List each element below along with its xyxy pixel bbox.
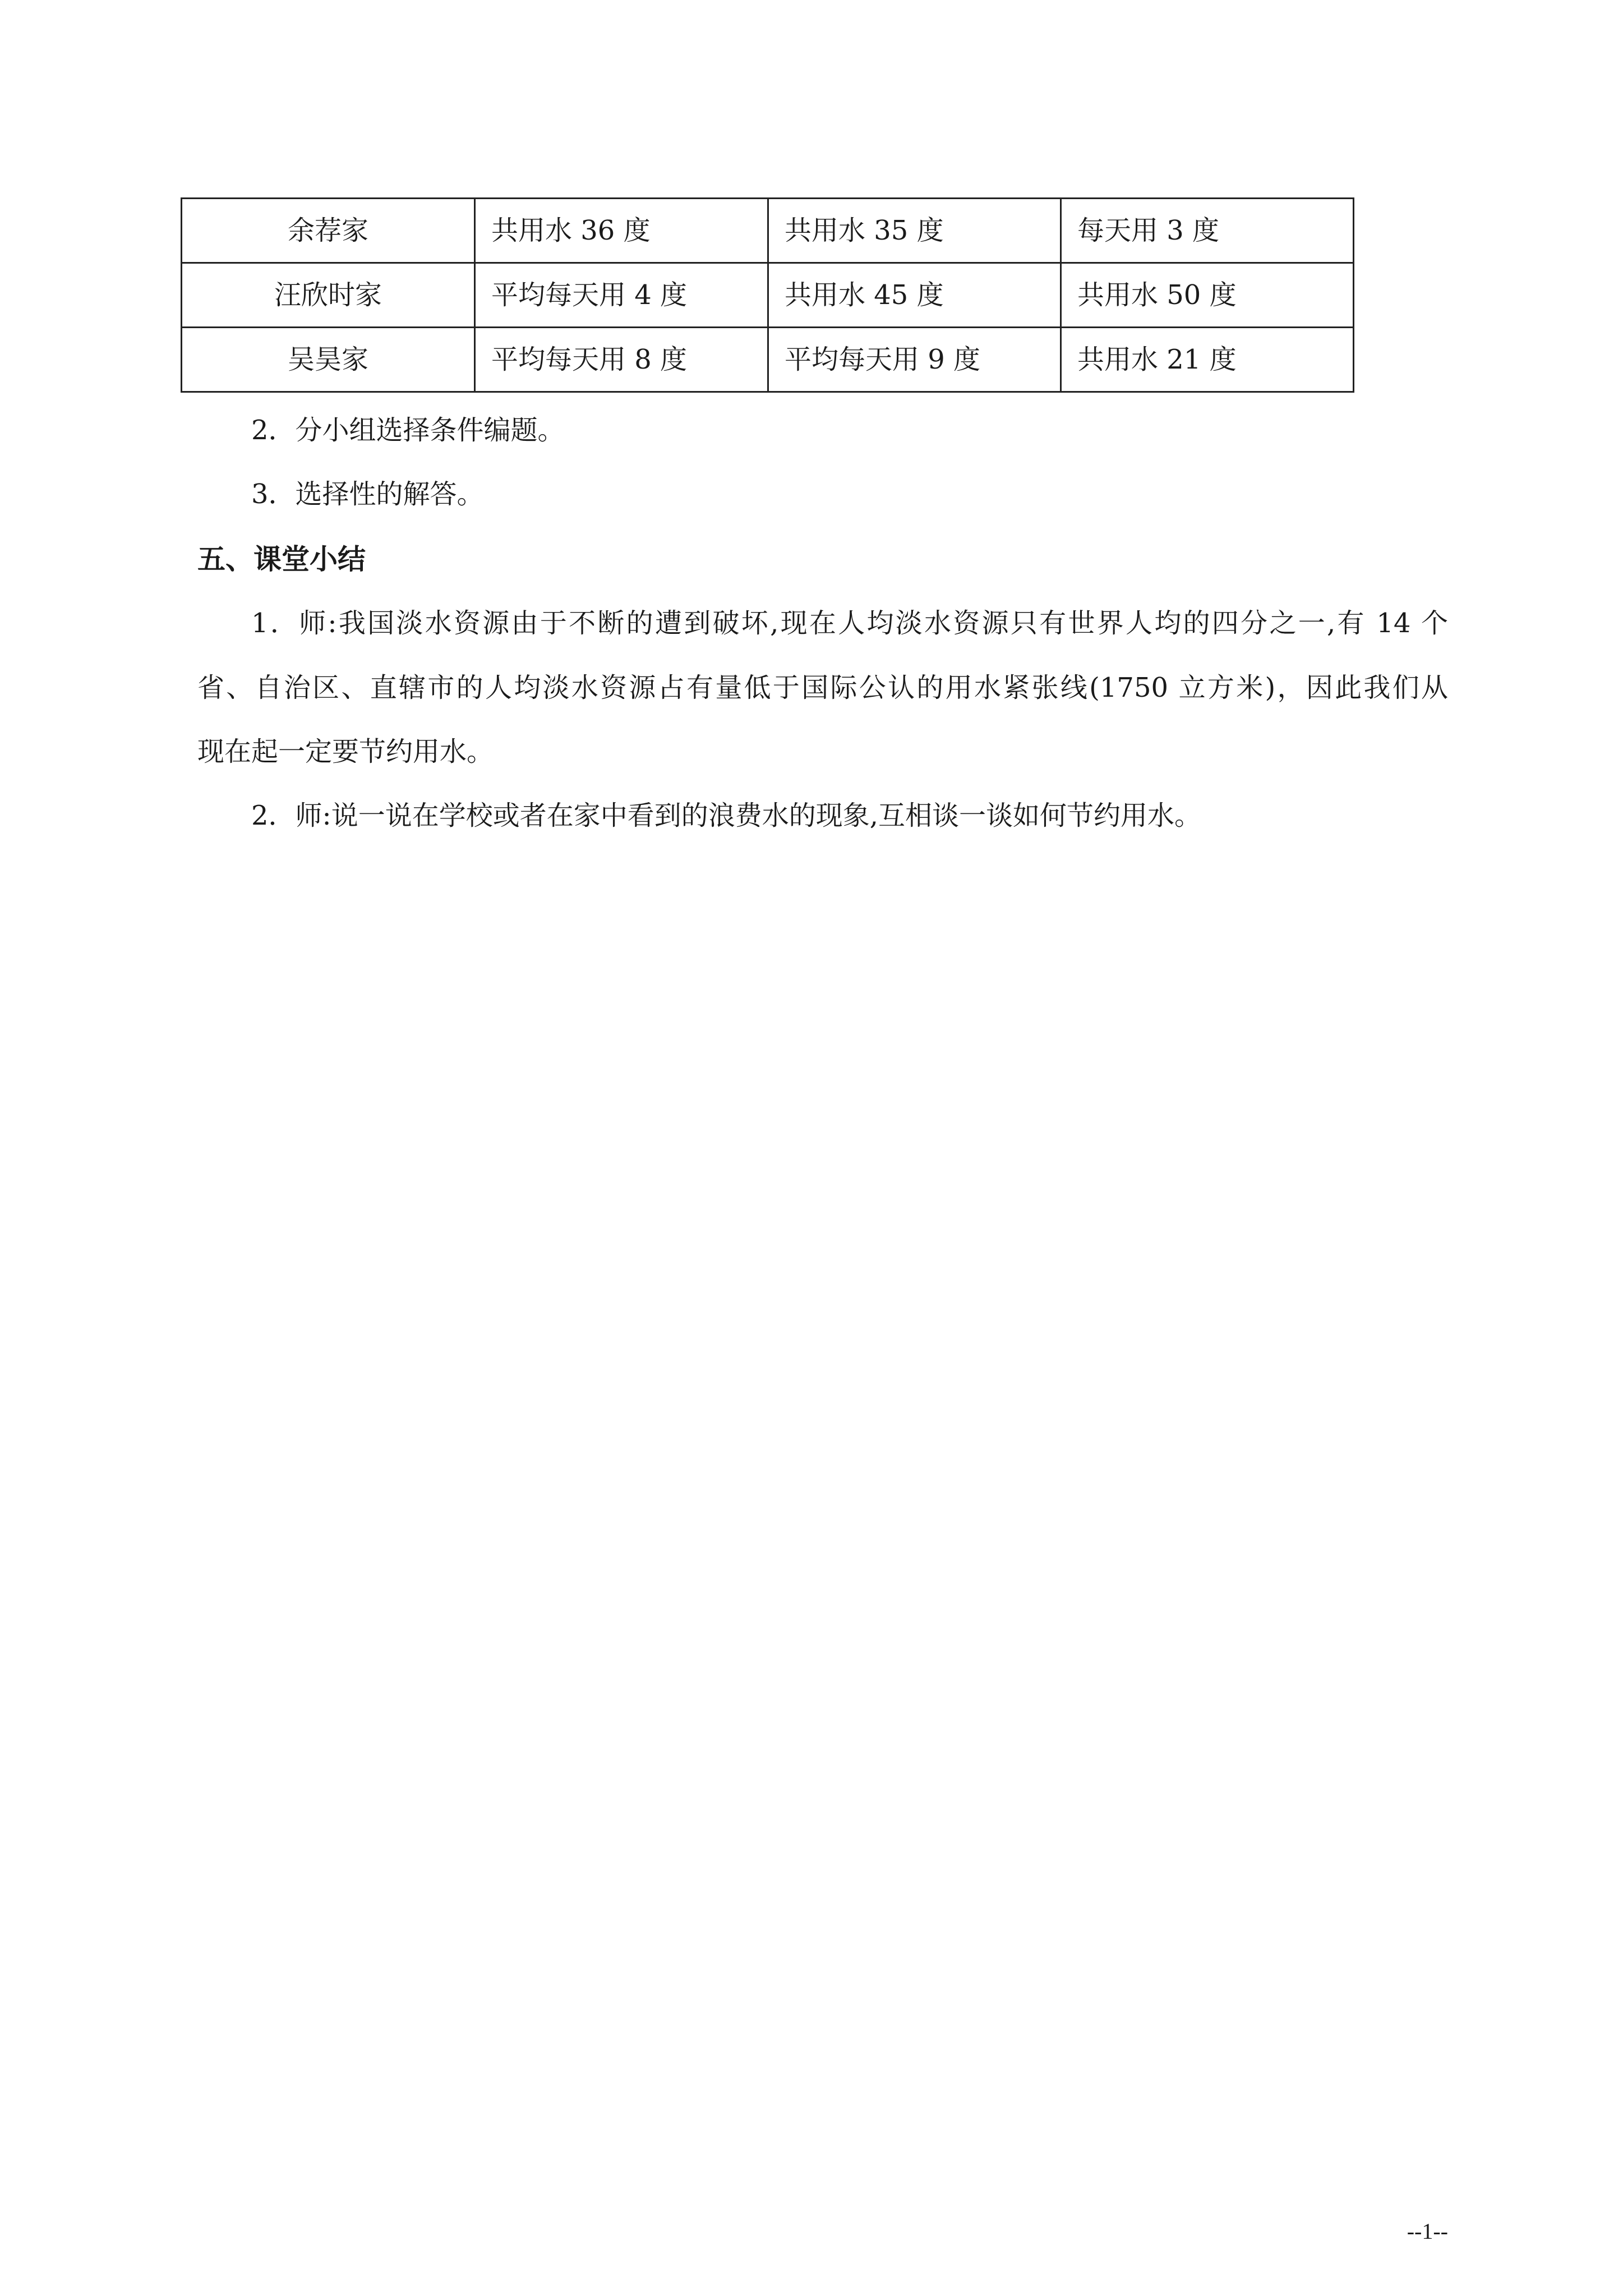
table-cell: 每天用 3 度 [1061,199,1354,263]
step-2-text: 2．分小组选择条件编题。 [251,415,565,446]
table-cell: 共用水 36 度 [475,199,768,263]
step-3-text: 3．选择性的解答。 [251,478,484,510]
summary-paragraph-1-line-1: 1．师:我国淡水资源由于不断的遭到破坏,现在人均淡水资源只有世界人均的四分之一,有 14 个 [251,608,1448,639]
water-usage-table [181,197,1354,393]
table-cell: 平均每天用 4 度 [475,263,768,328]
table-row [182,263,1354,328]
table-cell: 共用水 50 度 [1061,263,1354,328]
page-number: --1-- [1407,2219,1448,2244]
table-cell: 平均每天用 8 度 [475,328,768,392]
table-cell: 平均每天用 9 度 [768,328,1061,392]
table-cell: 共用水 35 度 [768,199,1061,263]
table-cell: 共用水 21 度 [1061,328,1354,392]
table-cell: 吴昊家 [182,328,475,392]
table-cell: 汪欣时家 [182,263,475,328]
table-row [182,328,1354,392]
summary-paragraph-1-line-2: 省、自治区、直辖市的人均淡水资源占有量低于国际公认的用水紧张线(1750 立方米)，因此我们从 [197,672,1448,703]
summary-paragraph-2: 2．师:说一说在学校或者在家中看到的浪费水的现象,互相谈一谈如何节约用水。 [251,800,1201,831]
table-row [182,199,1354,263]
table-cell: 共用水 45 度 [768,263,1061,328]
table-cell: 余荐家 [182,199,475,263]
summary-paragraph-1-line-3: 现在起一定要节约用水。 [197,736,494,767]
section-heading: 五、课堂小结 [197,543,366,576]
